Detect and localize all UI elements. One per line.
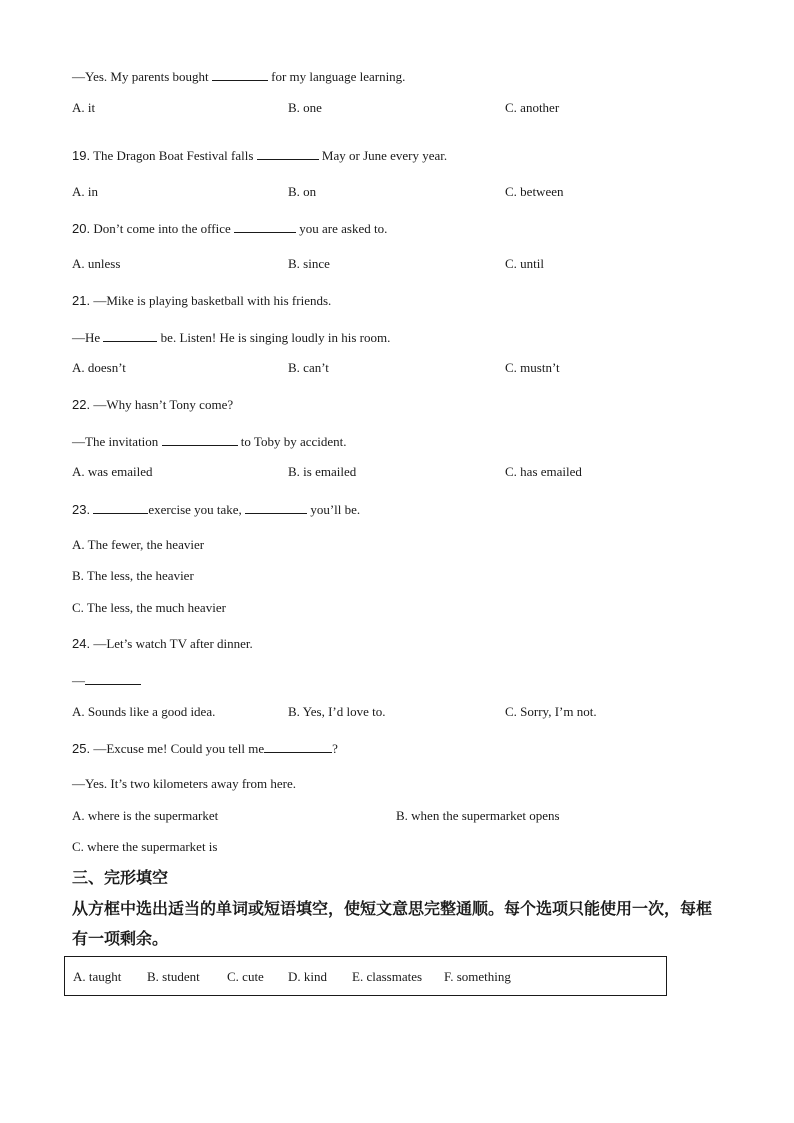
word-bank-item-d: D. kind bbox=[288, 969, 327, 984]
q19-stem bbox=[72, 147, 447, 164]
q21-stem-text: —Mike is playing basketball with his friends. bbox=[93, 293, 332, 308]
q25-blank bbox=[264, 740, 332, 753]
q25-option-c: C. where the supermarket is bbox=[72, 839, 218, 854]
section-title: 三、完形填空 bbox=[72, 868, 169, 887]
q22-option-c: C. has emailed bbox=[505, 464, 582, 479]
q22-reply bbox=[72, 433, 347, 450]
q19-option-a: A. in bbox=[72, 184, 98, 199]
q25-stem-text: —Excuse me! Could you tell me bbox=[93, 741, 265, 756]
q22-reply-b: to Toby by accident. bbox=[240, 434, 347, 449]
q24-option-c: C. Sorry, I’m not. bbox=[505, 704, 597, 719]
q18-reply bbox=[72, 68, 405, 85]
q19-stem-a: The Dragon Boat Festival falls bbox=[93, 148, 254, 163]
q18-option-a: A. it bbox=[72, 100, 96, 115]
q23-stem bbox=[72, 501, 360, 518]
q21-number: 21. bbox=[72, 293, 91, 308]
q23-stem-a: exercise you take, bbox=[148, 502, 242, 517]
q23-option-a: A. The fewer, the heavier bbox=[72, 537, 205, 552]
q23-stem-b: you’ll be. bbox=[310, 502, 361, 517]
q20-stem bbox=[72, 220, 387, 237]
word-bank-item-b: B. student bbox=[147, 969, 200, 984]
q22-stem-text: —Why hasn’t Tony come? bbox=[93, 397, 234, 412]
q20-option-a: A. unless bbox=[72, 256, 121, 271]
q21-reply-a: —He bbox=[72, 330, 101, 345]
q23-option-c: C. The less, the much heavier bbox=[72, 600, 226, 615]
q18-reply-tail: for my language learning. bbox=[271, 69, 406, 84]
q23-blank-1 bbox=[93, 501, 148, 514]
q22-option-b: B. is emailed bbox=[288, 464, 357, 479]
word-bank-item-c: C. cute bbox=[227, 969, 264, 984]
q24-option-a: A. Sounds like a good idea. bbox=[72, 704, 216, 719]
q19-option-b: B. on bbox=[288, 184, 317, 199]
q21-option-c: C. mustn’t bbox=[505, 360, 560, 375]
q19-number: 19. bbox=[72, 148, 91, 163]
q22-reply-a: —The invitation bbox=[72, 434, 159, 449]
q21-option-b: B. can’t bbox=[288, 360, 329, 375]
q24-reply bbox=[72, 672, 141, 689]
q25-stem bbox=[72, 740, 338, 757]
q18-blank bbox=[212, 68, 268, 81]
word-bank-item-f: F. something bbox=[444, 969, 511, 984]
q23-blank-2 bbox=[245, 501, 307, 514]
q22-option-a: A. was emailed bbox=[72, 464, 153, 479]
q20-stem-b: you are asked to. bbox=[299, 221, 388, 236]
q18-option-b: B. one bbox=[288, 100, 322, 115]
q25-option-a: A. where is the supermarket bbox=[72, 808, 219, 823]
q24-blank bbox=[85, 672, 141, 685]
q24-stem bbox=[72, 636, 253, 652]
q20-option-c: C. until bbox=[505, 256, 545, 271]
q20-blank bbox=[234, 220, 296, 233]
q21-reply-b: be. Listen! He is singing loudly in his room. bbox=[160, 330, 391, 345]
q25-stem-end: ? bbox=[332, 741, 338, 756]
q19-option-c: C. between bbox=[505, 184, 564, 199]
q24-stem-text: —Let’s watch TV after dinner. bbox=[93, 636, 253, 651]
q22-stem bbox=[72, 397, 233, 413]
q22-number: 22. bbox=[72, 397, 91, 412]
word-bank-box bbox=[64, 956, 667, 996]
word-bank-item-a: A. taught bbox=[73, 969, 122, 984]
q24-option-b: B. Yes, I’d love to. bbox=[288, 704, 386, 719]
q20-stem-a: Don’t come into the office bbox=[93, 221, 231, 236]
q20-option-b: B. since bbox=[288, 256, 330, 271]
q21-reply bbox=[72, 329, 390, 346]
q21-option-a: A. doesn’t bbox=[72, 360, 126, 375]
section-instruction-line-2: 有一项剩余。 bbox=[72, 929, 169, 948]
q18-option-c: C. another bbox=[505, 100, 560, 115]
q24-reply-dash: — bbox=[72, 673, 85, 688]
q20-number: 20. bbox=[72, 221, 91, 236]
q25-reply bbox=[72, 776, 296, 792]
section-instruction-line-1: 从方框中选出适当的单词或短语填空，使短文意思完整通顺。每个选项只能使用一次，每框 bbox=[72, 899, 713, 918]
q21-stem bbox=[72, 293, 331, 309]
q21-blank bbox=[103, 329, 157, 342]
q23-number: 23. bbox=[72, 502, 91, 517]
q22-blank bbox=[162, 433, 238, 446]
q25-number: 25. bbox=[72, 741, 91, 756]
q19-stem-b: May or June every year. bbox=[321, 148, 448, 163]
q25-option-b: B. when the supermarket opens bbox=[396, 808, 560, 823]
q24-number: 24. bbox=[72, 636, 91, 651]
q23-option-b: B. The less, the heavier bbox=[72, 568, 194, 583]
word-bank-item-e: E. classmates bbox=[352, 969, 423, 984]
q25-reply-text: —Yes. It’s two kilometers away from here. bbox=[72, 776, 296, 791]
q18-reply-text: —Yes. My parents bought bbox=[72, 69, 209, 84]
q19-blank bbox=[257, 147, 319, 160]
